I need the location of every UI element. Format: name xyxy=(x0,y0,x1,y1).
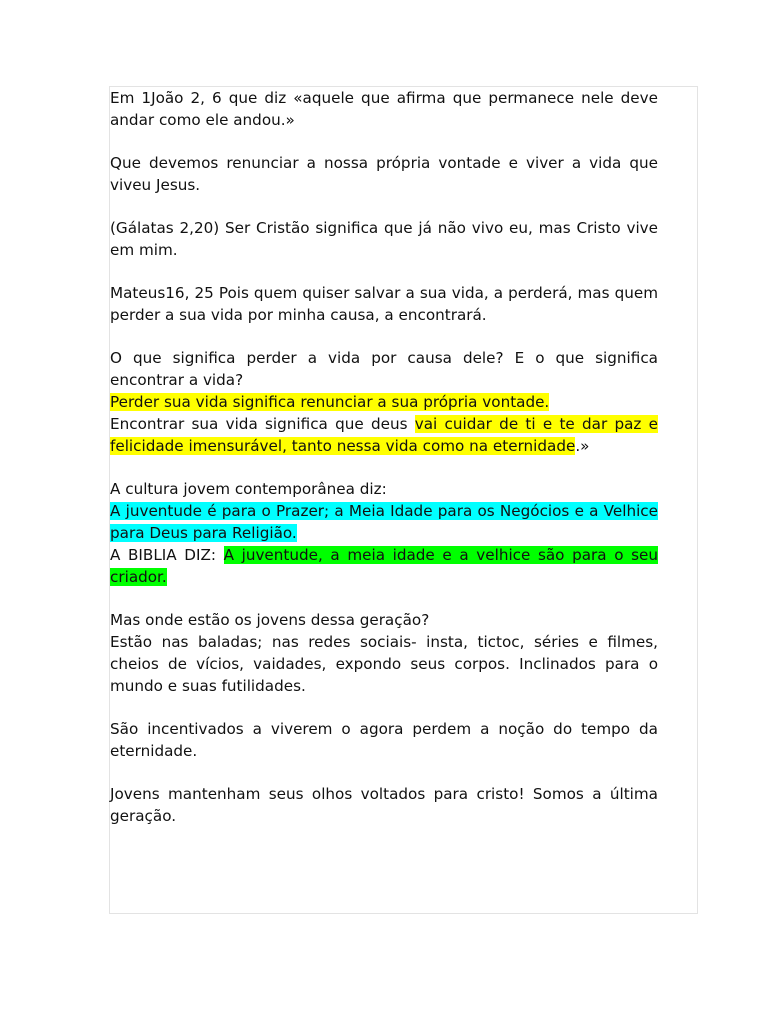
paragraph-mateus: Mateus16, 25 Pois quem quiser salvar a sua vida, a perderá, mas quem perder a sua vida por minha causa, a encontrará. xyxy=(110,284,658,324)
paragraph-galatas: (Gálatas 2,20) Ser Cristão significa que já não vivo eu, mas Cristo vive em mim. xyxy=(110,219,658,259)
document-body xyxy=(110,87,658,848)
answer-perder-line xyxy=(110,391,658,413)
highlight-perder: Perder sua vida significa renunciar a sua própria vontade. xyxy=(110,393,550,411)
bible-label: A BIBLIA DIZ: xyxy=(110,546,224,564)
jovens-question: Mas onde estão os jovens dessa geração? xyxy=(110,611,430,629)
paragraph-incentivados: São incentivados a viverem o agora perdem a noção do tempo da eternidade. xyxy=(110,720,658,760)
paragraph-jovens xyxy=(110,609,658,697)
jovens-text: Estão nas baladas; nas redes sociais- insta, tictoc, séries e filmes, cheios de vícios, vaidades, expondo seus corpos. Inclinados para o mundo e suas futilidades. xyxy=(110,633,658,695)
bible-line xyxy=(110,544,658,588)
highlight-encontrar: vai cuidar de ti e te dar paz e felicidade imensurável, tanto nessa vida como na eternidade xyxy=(110,415,658,455)
answer-encontrar-end: .» xyxy=(575,437,590,455)
answer-encontrar-plain: Encontrar sua vida significa que deus xyxy=(110,415,415,433)
paragraph-joao: Em 1João 2, 6 que diz «aquele que afirma que permanece nele deve andar como ele andou.» xyxy=(110,89,658,129)
answer-encontrar-line xyxy=(110,413,658,457)
paragraph-conclusao: Jovens mantenham seus olhos voltados para cristo! Somos a última geração. xyxy=(110,785,658,825)
paragraph-cultura xyxy=(110,478,658,588)
question-text: O que significa perder a vida por causa dele? E o que significa encontrar a vida? xyxy=(110,349,658,389)
paragraph-renunciar: Que devemos renunciar a nossa própria vontade e viver a vida que viveu Jesus. xyxy=(110,154,658,194)
culture-intro: A cultura jovem contemporânea diz: xyxy=(110,480,387,498)
culture-line xyxy=(110,500,658,544)
paragraph-significado xyxy=(110,347,658,457)
highlight-culture: A juventude é para o Prazer; a Meia Idade para os Negócios e a Velhice para Deus para Religião. xyxy=(110,502,658,542)
highlight-bible: A juventude, a meia idade e a velhice são para o seu criador. xyxy=(110,546,658,586)
